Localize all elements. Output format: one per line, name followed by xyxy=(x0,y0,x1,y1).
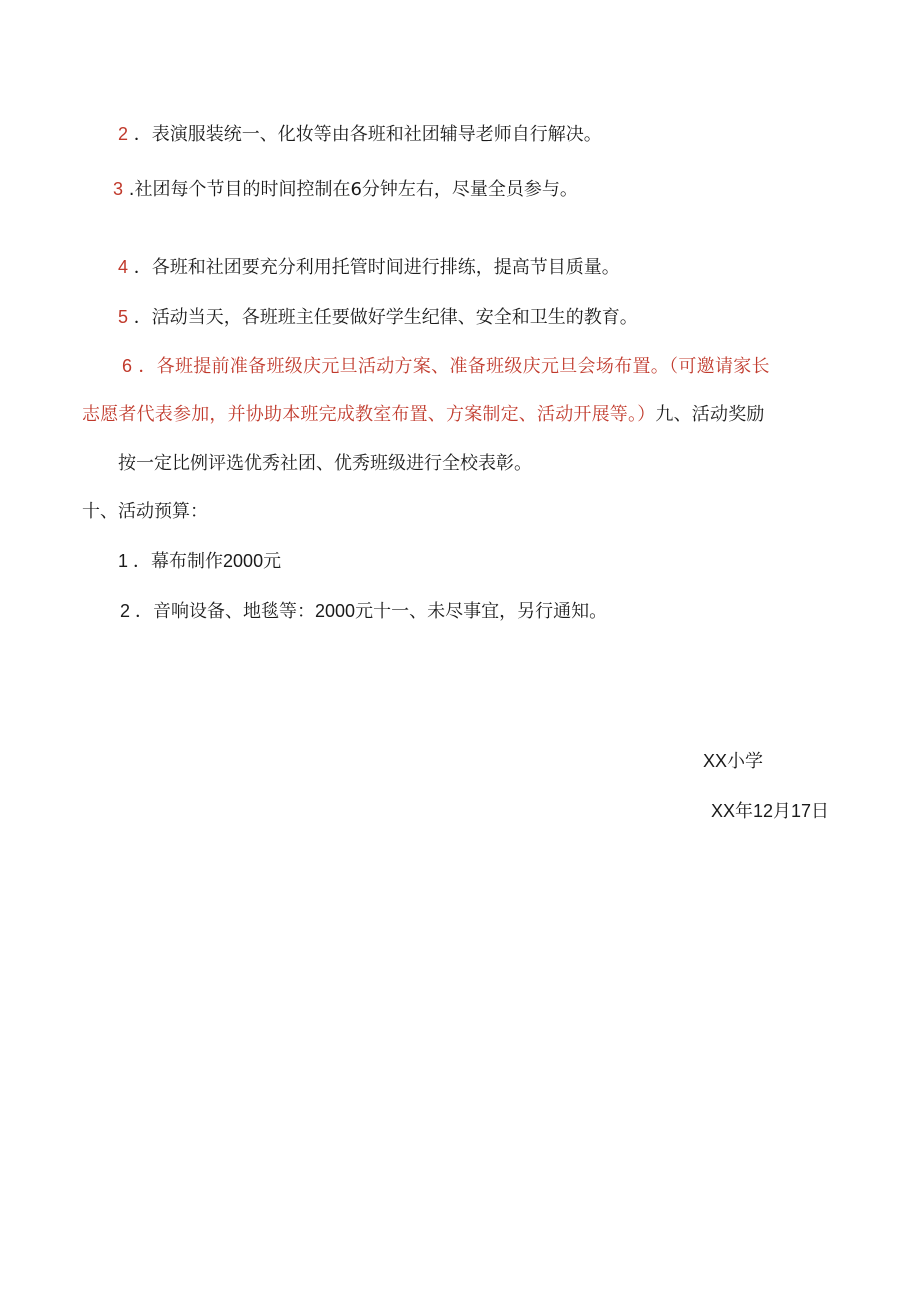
item-2 xyxy=(118,122,602,146)
item-number: 1 xyxy=(118,551,129,571)
item-6-line-1 xyxy=(122,354,770,378)
item-text: ．幕布制作2000元 xyxy=(133,551,282,571)
item-text: ．音响设备、地毯等：2000元十一、未尽事宜，另行通知。 xyxy=(135,601,608,621)
item-text: .社团每个节目的时间控制在6分钟左右，尽量全员参与。 xyxy=(128,179,578,200)
item-text-continued: 志愿者代表参加，并协助本班完成教室布置、方案制定、活动开展等。） xyxy=(82,404,656,425)
item-3 xyxy=(113,177,578,201)
item-4 xyxy=(118,255,620,279)
signature-date: XX年12月17日 xyxy=(711,801,830,821)
item-text: ．活动当天，各班班主任要做好学生纪律、安全和卫生的教育。 xyxy=(133,307,638,328)
item-number: 2 xyxy=(118,124,129,144)
item-5 xyxy=(118,305,638,329)
item-6-line-2 xyxy=(82,403,765,427)
signature-school: XX小学 xyxy=(703,751,764,771)
item-number: 4 xyxy=(118,257,129,277)
budget-item-1 xyxy=(118,549,281,573)
item-text: ．表演服装统一、化妆等由各班和社团辅导老师自行解决。 xyxy=(133,124,602,145)
item-text: ．各班提前准备班级庆元旦活动方案、准备班级庆元旦会场布置。（可邀请家长 xyxy=(138,356,770,377)
item-number: 2 xyxy=(120,601,131,621)
item-number: 5 xyxy=(118,307,129,327)
item-number: 3 xyxy=(113,179,124,199)
item-text: ．各班和社团要充分利用托管时间进行排练，提高节目质量。 xyxy=(133,257,620,278)
item-number: 6 xyxy=(122,356,133,376)
section-heading-award: 九、活动奖励 xyxy=(655,404,765,425)
section-heading-budget: 十、活动预算： xyxy=(82,501,208,522)
budget-item-2 xyxy=(120,599,607,623)
award-text: 按一定比例评选优秀社团、优秀班级进行全校表彰。 xyxy=(118,453,532,474)
